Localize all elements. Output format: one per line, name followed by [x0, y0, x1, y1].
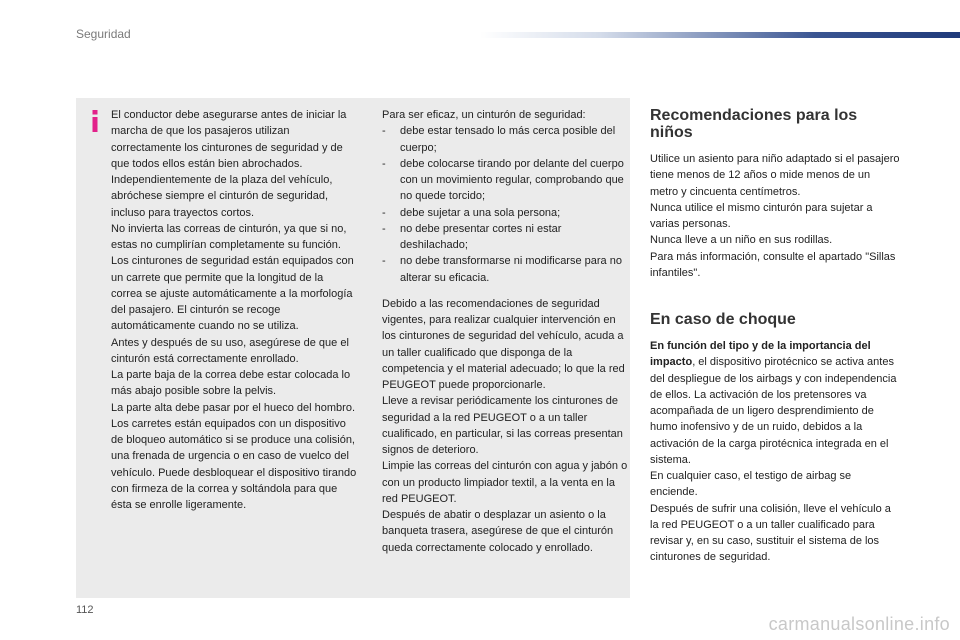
- heading-children-recommendations: Recomendaciones para los niños: [650, 107, 858, 141]
- paragraph-rest: , el dispositivo pirotécnico se activa antes del despliegue de los airbags y con independencia de ellos. La activación de los pretensores va acompañada de un ligero desprendimiento de humo inofensivo y de un ruido, debidos a la activación de la carga pirotécnica integrada en el sistema.: [650, 356, 897, 466]
- list-item: [382, 221, 628, 254]
- bold-lead: En función del tipo y de la importancia del impacto: [650, 340, 871, 369]
- seatbelt-warnings-column: [111, 107, 357, 513]
- paragraph: Después de sufrir una colisión, lleve el vehículo a la red PEUGEOT o a un taller cualificado para revisar y, en su caso, sustituir el sistema de los cinturones de seguridad.: [650, 502, 891, 564]
- paragraph: Independientemente de la plaza del vehículo, abróchese siempre el cinturón de seguridad, incluso para trayectos cortos.: [111, 174, 333, 219]
- list-item-text: debe sujetar a una sola persona;: [400, 206, 561, 219]
- dash-marker: -: [382, 222, 386, 235]
- dash-marker: -: [382, 157, 386, 170]
- page-number: 112: [76, 604, 94, 616]
- paragraph: Antes y después de su uso, asegúrese de que el cinturón está correctamente enrollado.: [111, 336, 349, 365]
- dash-marker: -: [382, 255, 386, 268]
- paragraph: Nunca lleve a un niño en sus rodillas.: [650, 234, 833, 247]
- spacer: [650, 328, 900, 338]
- paragraph: [650, 338, 900, 468]
- header-bar: [480, 32, 960, 38]
- paragraph: El conductor debe asegurarse antes de iniciar la marcha de que los pasajeros utilizan correctamente los cinturones de seguridad y de que todos ellos están bien abrochados.: [111, 109, 347, 170]
- paragraph: Nunca utilice el mismo cinturón para sujetar a varias personas.: [650, 201, 873, 230]
- paragraph: No invierta las correas de cinturón, ya que si no, estas no cumplirían completamente su función.: [111, 222, 347, 251]
- list-item-text: debe colocarse tirando por delante del cuerpo con un movimiento regular, comprobando que no quede torcido;: [400, 157, 624, 203]
- list-item: [382, 123, 628, 156]
- list-item-text: no debe presentar cortes ni estar deshilachado;: [400, 222, 562, 251]
- seatbelt-requirements-column: [382, 107, 628, 556]
- dash-marker: -: [382, 125, 386, 138]
- paragraph: Los carretes están equipados con un dispositivo de bloqueo automático si se produce una colisión, una frenada de urgencia o en caso de vuelco del vehículo. Puede desbloquear el dispositivo tirando con firmeza de la correa y soltándola para que ésta se enrolle ligeramente.: [111, 417, 357, 511]
- watermark: carmanualsonline.info: [768, 614, 950, 634]
- list-intro: Para ser eficaz, un cinturón de seguridad:: [382, 109, 586, 121]
- list-item-text: no debe transformarse ni modificarse para no alterar su eficacia.: [400, 255, 622, 284]
- list-item: [382, 253, 628, 286]
- list-item-text: debe estar tensado lo más cerca posible del cuerpo;: [400, 125, 616, 154]
- spacer: [650, 281, 900, 311]
- paragraph: En cualquier caso, el testigo de airbag se enciende.: [650, 470, 852, 499]
- paragraph: Utilice un asiento para niño adaptado si el pasajero tiene menos de 12 años o mide menos de un metro y cincuenta centímetros.: [650, 153, 900, 198]
- children-and-crash-column: [650, 107, 900, 566]
- paragraph: Debido a las recomendaciones de seguridad vigentes, para realizar cualquier intervención en los cinturones de seguridad del vehículo, acuda a un taller cualificado que disponga de la competencia y el material adecuado; lo que la red PEUGEOT puede proporcionarle.: [382, 297, 625, 391]
- list-item: [382, 156, 628, 205]
- dash-marker: -: [382, 206, 386, 219]
- spacer: [650, 141, 900, 151]
- paragraph: La parte baja de la correa debe estar colocada lo más abajo posible sobre la pelvis.: [111, 369, 351, 398]
- heading-crash: En caso de choque: [650, 311, 796, 328]
- paragraph: Los cinturones de seguridad están equipados con un carrete que permite que la longitud de la correa se ajuste automáticamente a la morfología del pasajero. El cinturón se recoge automáticamente cuando no se utiliza.: [111, 255, 354, 333]
- paragraph: Para más información, consulte el apartado "Sillas infantiles".: [650, 250, 896, 279]
- section-title: Seguridad: [76, 27, 131, 41]
- paragraph: Después de abatir o desplazar un asiento o la banqueta trasera, asegúrese de que el cinturón queda correctamente colocado y enrollado.: [382, 509, 614, 554]
- list-item: [382, 205, 628, 221]
- paragraph: Lleve a revisar periódicamente los cinturones de seguridad a la red PEUGEOT o a un taller cualificado, en particular, si las correas presentan signos de deterioro.: [382, 395, 623, 456]
- paragraph: La parte alta debe pasar por el hueco del hombro.: [111, 401, 355, 414]
- info-icon: [87, 110, 103, 132]
- paragraph: Limpie las correas del cinturón con agua y jabón o con un producto limpiador textil, a la venta en la red PEUGEOT.: [382, 460, 628, 505]
- spacer: [382, 286, 628, 296]
